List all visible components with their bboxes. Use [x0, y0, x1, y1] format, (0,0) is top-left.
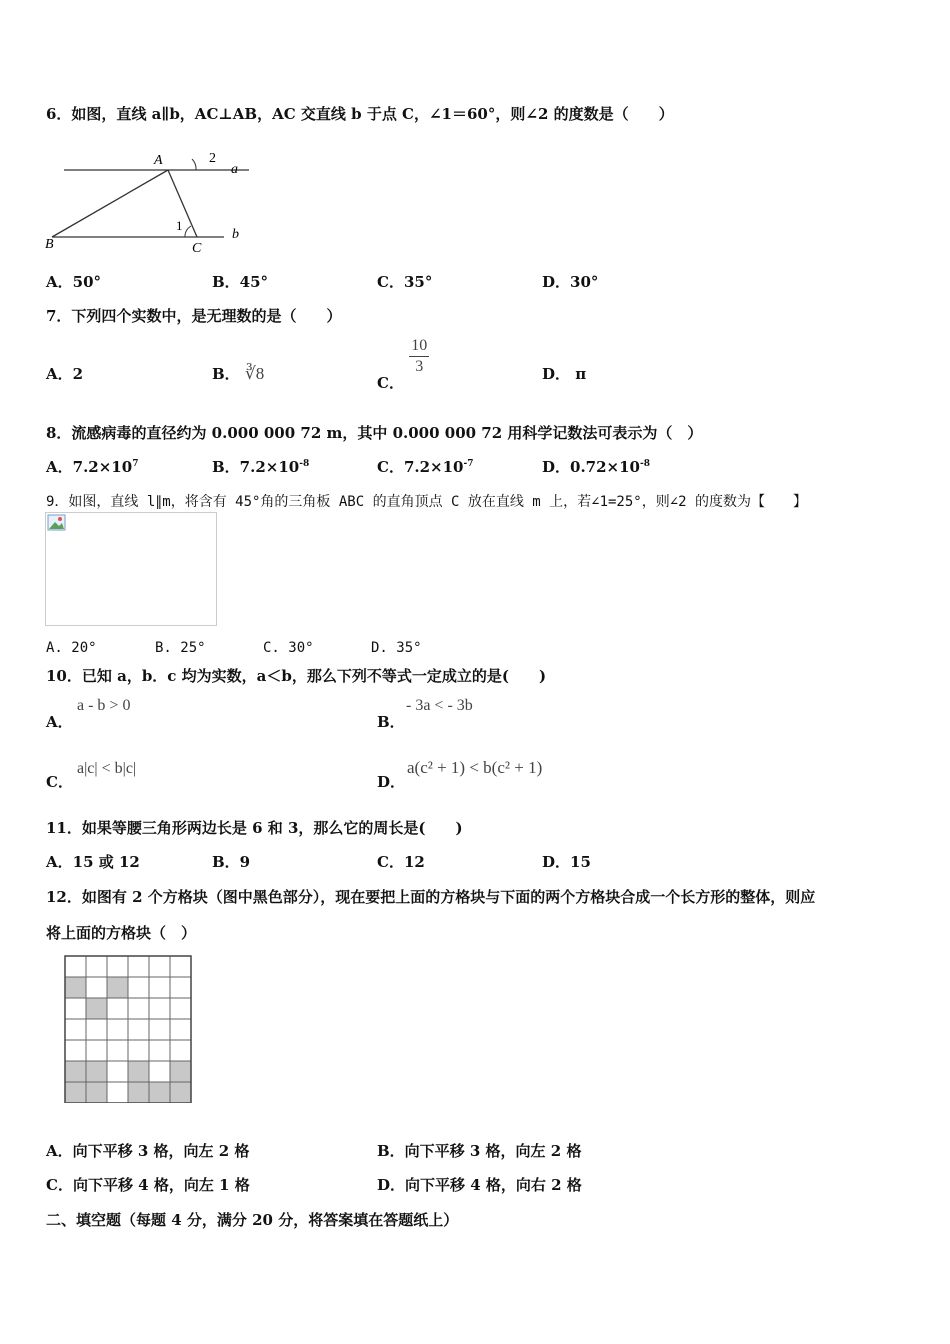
grid-cell	[149, 998, 170, 1019]
grid-cell	[149, 1040, 170, 1061]
q7-option-b[interactable]	[212, 363, 264, 384]
q6-label-b: b	[232, 227, 239, 242]
grid-cell	[149, 1061, 170, 1082]
q6-option-c[interactable]: C．35°	[377, 273, 433, 291]
q12-option-b[interactable]: B．向下平移 3 格，向左 2 格	[377, 1142, 582, 1160]
q9-option-c[interactable]: C. 30°	[263, 640, 314, 656]
q12-grid-figure	[64, 955, 194, 1103]
q9-option-a[interactable]: A. 20°	[46, 640, 97, 656]
q8-stem: 8．流感病毒的直径约为 0.000 000 72 m，其中 0.000 000 72 用科学记数法可表示为（ ）	[46, 424, 703, 442]
grid-cell	[128, 1040, 149, 1061]
q12-stem-line2: 将上面的方格块（ ）	[46, 924, 197, 942]
q8-option-d[interactable]: D．$0.72\times 10^{-8}$	[542, 458, 650, 476]
q9-stem: 9．如图，直线 l∥m，将含有 45°角的三角板 ABC 的直角顶点 C 放在直线 m 上，若∠1=25°，则∠2 的度数为【 】	[46, 494, 808, 510]
q7-option-b-value: ∛8	[244, 364, 265, 383]
q8-option-c[interactable]: C．$7.2\times 10^{-7}$	[377, 458, 474, 476]
grid-cell-shaded	[65, 1061, 86, 1082]
q6-label-B: B	[45, 237, 54, 252]
q6-figure	[44, 140, 249, 255]
grid-cell-shaded	[170, 1082, 191, 1103]
grid-cell	[149, 977, 170, 998]
grid-cell	[128, 998, 149, 1019]
grid-cell	[107, 998, 128, 1019]
q7-option-d[interactable]: D． π	[542, 365, 587, 383]
q7-option-c-label: C．	[377, 373, 404, 392]
q10-option-a-expr: a - b > 0	[77, 697, 131, 714]
q6-label-1: 1	[176, 218, 183, 233]
section2-title: 二、填空题（每题 4 分，满分 20 分，将答案填在答题纸上）	[46, 1211, 459, 1229]
q10-option-a-label[interactable]: A．	[46, 713, 73, 731]
q7-option-c-numerator: 10	[409, 336, 429, 357]
q6-stem: 6．如图，直线 a∥b，AC⊥AB，AC 交直线 b 于点 C，∠1＝60°，则∠2 的度数是（ ）	[46, 105, 674, 123]
q7-option-c-denominator: 3	[415, 358, 424, 375]
grid-cell	[86, 977, 107, 998]
q11-option-b[interactable]: B．9	[212, 853, 251, 871]
grid-cell-shaded	[107, 977, 128, 998]
q7-stem: 7．下列四个实数中，是无理数的是（ ）	[46, 307, 342, 325]
grid-cell	[86, 1019, 107, 1040]
q12-option-d[interactable]: D．向下平移 4 格，向右 2 格	[377, 1176, 582, 1194]
grid-cell-shaded	[86, 1061, 107, 1082]
grid-cell	[170, 1040, 191, 1061]
q10-option-b-label[interactable]: B．	[377, 713, 405, 731]
q12-option-c[interactable]: C．向下平移 4 格，向左 1 格	[46, 1176, 250, 1194]
grid-cell	[107, 1040, 128, 1061]
q12-option-a[interactable]: A．向下平移 3 格，向左 2 格	[46, 1142, 250, 1160]
grid-cell	[107, 956, 128, 977]
grid-cell-shaded	[86, 998, 107, 1019]
grid-cell	[65, 998, 86, 1019]
grid-cell	[128, 956, 149, 977]
q6-label-C: C	[192, 241, 202, 255]
grid-cell-shaded	[149, 1082, 170, 1103]
grid-cell	[86, 956, 107, 977]
grid-cell	[170, 1019, 191, 1040]
q7-option-a[interactable]: A．2	[46, 365, 84, 383]
q11-option-a[interactable]: A．15 或 12	[46, 853, 140, 871]
q8-option-a[interactable]: A．$7.2\times 10^7$	[46, 458, 139, 476]
grid-cell-shaded	[128, 1082, 149, 1103]
q10-option-d-label[interactable]: D．	[377, 773, 406, 791]
q8-option-b[interactable]: B．$7.2\times 10^{-8}$	[212, 458, 310, 476]
q12-stem-line1: 12．如图有 2 个方格块（图中黑色部分），现在要把上面的方格块与下面的两个方格块合成一个长方形的整体，则应	[46, 888, 816, 906]
grid-cell-shaded	[128, 1061, 149, 1082]
grid-cell	[65, 1040, 86, 1061]
q10-option-d-expr: a(c² + 1) < b(c² + 1)	[407, 758, 543, 777]
q6-option-b[interactable]: B．45°	[212, 273, 269, 291]
broken-image-icon	[47, 514, 67, 532]
grid-cell	[65, 956, 86, 977]
q9-figure-placeholder	[45, 512, 217, 626]
grid-cell	[107, 1019, 128, 1040]
q6-label-a: a	[231, 162, 238, 177]
grid-cell	[65, 1019, 86, 1040]
grid-cell-shaded	[65, 1082, 86, 1103]
q6-option-d[interactable]: D．30°	[542, 273, 599, 291]
q9-option-d[interactable]: D. 35°	[371, 640, 422, 656]
q10-option-c-label[interactable]: C．	[46, 773, 73, 791]
grid-cell	[170, 977, 191, 998]
q10-option-c-expr: a|c| < b|c|	[77, 760, 137, 777]
grid-cell	[170, 998, 191, 1019]
q7-option-c[interactable]	[377, 336, 429, 392]
q6-label-2: 2	[209, 151, 216, 166]
grid-cell	[149, 1019, 170, 1040]
q11-option-c[interactable]: C．12	[377, 853, 425, 871]
q11-stem: 11．如果等腰三角形两边长是 6 和 3，那么它的周长是( )	[46, 819, 463, 837]
grid-cell	[128, 1019, 149, 1040]
q6-option-a[interactable]: A．50°	[46, 273, 102, 291]
grid-cell	[107, 1082, 128, 1103]
q6-label-A: A	[154, 153, 163, 168]
grid-cell-shaded	[65, 977, 86, 998]
grid-cell	[86, 1040, 107, 1061]
grid-cell	[107, 1061, 128, 1082]
grid-cell-shaded	[170, 1061, 191, 1082]
grid-cell	[149, 956, 170, 977]
q10-option-b-expr: - 3a < - 3b	[406, 697, 473, 714]
grid-cell	[170, 956, 191, 977]
q7-option-c-fraction	[409, 336, 429, 377]
q7-option-b-label: B．	[212, 365, 240, 383]
q10-stem: 10．已知 a，b．c 均为实数，a＜b，那么下列不等式一定成立的是( )	[46, 667, 547, 685]
q11-option-d[interactable]: D．15	[542, 853, 591, 871]
grid-cell-shaded	[86, 1082, 107, 1103]
grid-cell	[128, 977, 149, 998]
q9-option-b[interactable]: B. 25°	[155, 640, 206, 656]
